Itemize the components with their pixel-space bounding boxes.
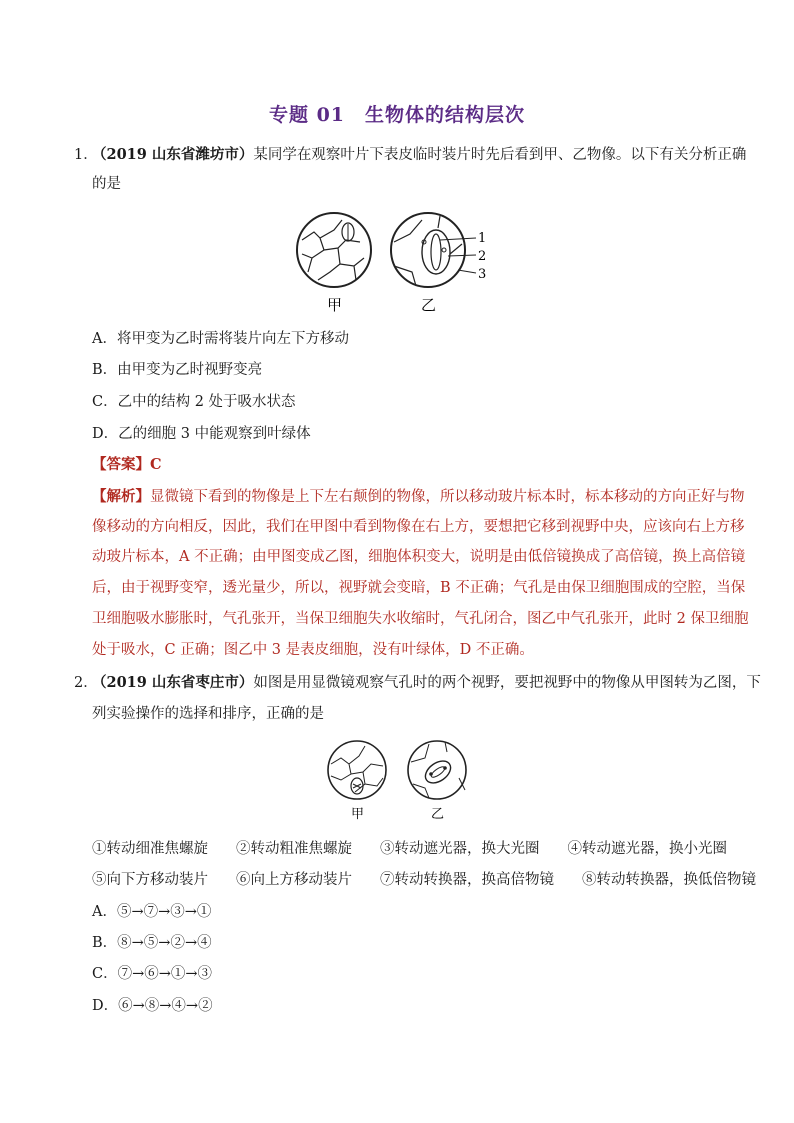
- q1-answer-value: C: [150, 456, 162, 473]
- q2-source: （2019 山东省枣庄市）: [92, 674, 254, 691]
- q2-step-6: ⑥向上方移动装片: [236, 872, 352, 888]
- q2-steps-row2: [92, 870, 784, 890]
- q2-step-7: ⑦转动转换器，换高倍物镜: [380, 872, 554, 888]
- q1-figure: [290, 210, 500, 320]
- q1-analysis-line1: 【解析】显微镜下看到的物像是上下左右颠倒的物像，所以移动玻片标本时，标本移动的方向正好与物: [92, 488, 745, 505]
- q2-step-5: ⑤向下方移动装片: [92, 872, 208, 888]
- q2-microscope-views: [325, 738, 475, 826]
- q1-option-a: A．将甲变为乙时需将装片向左下方移动: [92, 331, 349, 347]
- q2-stem: [92, 673, 761, 693]
- q2-step-8: ⑧转动转换器，换低倍物镜: [582, 872, 756, 888]
- q1-analysis-line6: 处于吸水，C 正确；图乙中 3 是表皮细胞，没有叶绿体，D 不正确。: [92, 642, 534, 658]
- q2-caption-yi: 乙: [431, 807, 445, 822]
- q2-stem-line1: 如图是用显微镜观察气孔时的两个视野，要把视野中的物像从甲图转为乙图，下: [253, 675, 761, 691]
- q2-step-4: ④转动遮光器，换小光圈: [567, 841, 727, 857]
- q1-label-2: 2: [478, 249, 487, 264]
- page-title: 专题 01 生物体的结构层次: [268, 104, 526, 126]
- q1-source: （2019 山东省潍坊市）: [92, 146, 254, 163]
- q1-option-d: D．乙的细胞 3 中能观察到叶绿体: [92, 426, 311, 442]
- q1-analysis-line4: 后，由于视野变窄，透光量少，所以，视野就会变暗，B 不正确；气孔是由保卫细胞围成的空腔，当保: [92, 580, 746, 596]
- q1-analysis-line2: 像移动的方向相反，因此，我们在甲图中看到物像在右上方，要想把它移到视野中央，应该向右上方移: [92, 519, 745, 535]
- q2-step-2: ②转动粗准焦螺旋: [236, 841, 352, 857]
- q2-step-3: ③转动遮光器，换大光圈: [380, 841, 540, 857]
- q1-stem-line2: 的是: [92, 176, 121, 192]
- q2-guard-cell: [421, 757, 454, 788]
- q1-caption-jia: 甲: [327, 296, 343, 314]
- q1-label-1: 1: [478, 231, 487, 246]
- q2-option-c: C．⑦→⑥→①→③: [92, 966, 213, 982]
- q2-stem-line2: 列实验操作的选择和排序，正确的是: [92, 706, 324, 722]
- q1-stem-line1: 某同学在观察叶片下表皮临时装片时先后看到甲、乙物像。以下有关分析正确: [253, 147, 747, 163]
- q2-step-1: ①转动细准焦螺旋: [92, 841, 208, 857]
- q1-analysis-tag: 【解析】: [92, 488, 150, 505]
- q2-option-d: D．⑥→⑧→④→②: [92, 998, 213, 1014]
- q1-label-3: 3: [478, 267, 487, 282]
- q1-analysis-line5: 卫细胞吸水膨胀时，气孔张开，当保卫细胞失水收缩时，气孔闭合，图乙中气孔张开，此时 2 保卫细胞: [92, 611, 749, 627]
- q2-number: 2．: [74, 675, 98, 691]
- q2-view-yi: [408, 741, 466, 799]
- q2-caption-jia: 甲: [351, 807, 365, 822]
- q1-answer-tag: 【答案】: [92, 456, 150, 473]
- q1-microscope-views: [290, 210, 500, 320]
- q1-answer: [92, 455, 162, 475]
- q1-caption-yi: 乙: [421, 296, 437, 314]
- q1-stem: [92, 145, 746, 165]
- q2-figure: [325, 738, 475, 826]
- q1-analysis-line3: 动玻片标本，A 不正确；由甲图变成乙图，细胞体积变大，说明是由低倍镜换成了高倍镜，换上高倍镜: [92, 549, 746, 565]
- q1-view-jia: [297, 213, 371, 287]
- q2-option-a: A．⑤→⑦→③→①: [92, 904, 212, 920]
- q1-number: 1．: [74, 147, 98, 163]
- q2-option-b: B．⑧→⑤→②→④: [92, 935, 212, 951]
- q1-option-b: B．由甲变为乙时视野变亮: [92, 362, 263, 378]
- q1-guard-cell: [422, 230, 450, 274]
- q1-stoma-yi: [431, 234, 441, 270]
- q1-cell-walls: [302, 220, 364, 280]
- q2-steps-row1: [92, 839, 755, 859]
- q1-option-c: C．乙中的结构 2 处于吸水状态: [92, 394, 296, 410]
